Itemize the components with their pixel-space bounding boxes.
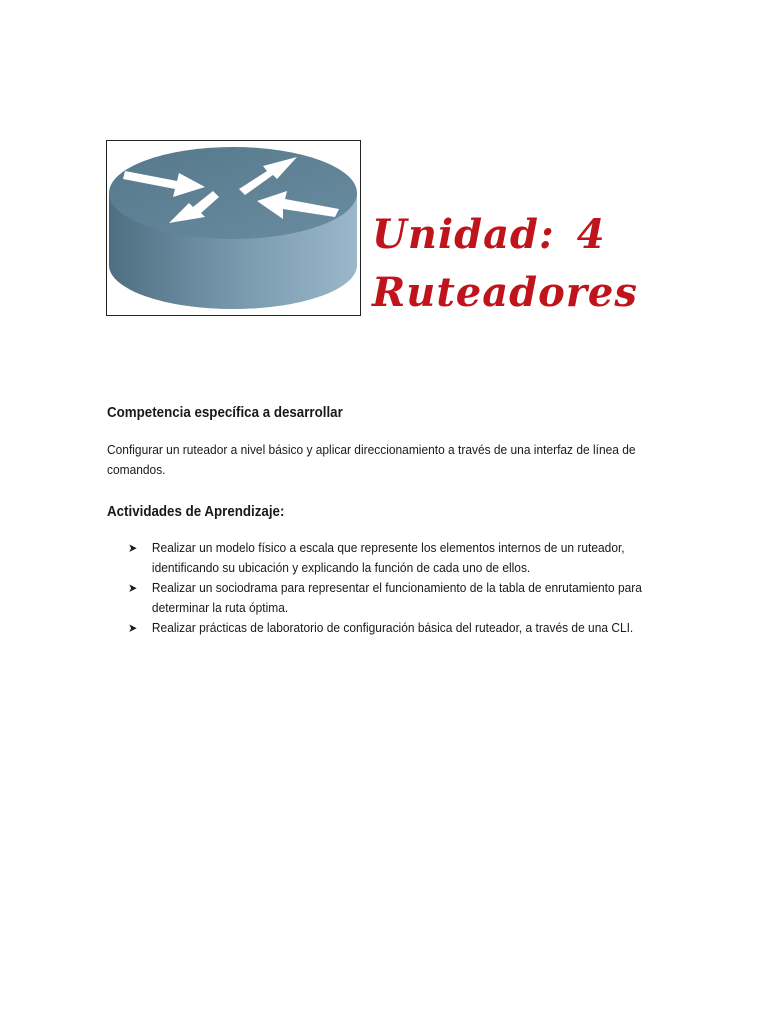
unit-title bbox=[372, 206, 752, 322]
list-item bbox=[128, 578, 671, 618]
unit-title-line1 bbox=[372, 206, 752, 264]
arrowhead-bullet-icon: ➤ bbox=[128, 541, 138, 555]
activity-text: Realizar un modelo físico a escala que represente los elementos internos de un ruteador, identificando su ubicación y explicando la función de cada uno de ellos. bbox=[151, 540, 625, 575]
competence-text: Configurar un ruteador a nivel básico y aplicar direccionamiento a través de una interfaz de línea de comandos. bbox=[107, 442, 636, 477]
unit-title-line2: Ruteadores bbox=[372, 269, 638, 316]
arrowhead-bullet-icon: ➤ bbox=[128, 621, 138, 635]
unit-number: 4 bbox=[576, 211, 606, 258]
competence-heading: Competencia específica a desarrollar bbox=[107, 405, 343, 421]
activities-list bbox=[128, 538, 671, 638]
router-image bbox=[106, 140, 361, 316]
activity-text: Realizar prácticas de laboratorio de configuración básica del ruteador, a través de una CLI. bbox=[151, 620, 634, 635]
list-item bbox=[128, 538, 671, 578]
list-item bbox=[128, 618, 671, 638]
activities-heading: Actividades de Aprendizaje: bbox=[107, 504, 285, 520]
router-icon bbox=[107, 141, 360, 315]
activity-text: Realizar un sociodrama para representar el funcionamiento de la tabla de enrutamiento para determinar la ruta óptima. bbox=[151, 580, 642, 615]
unit-label: Unidad: bbox=[372, 211, 555, 258]
arrowhead-bullet-icon: ➤ bbox=[128, 581, 138, 595]
